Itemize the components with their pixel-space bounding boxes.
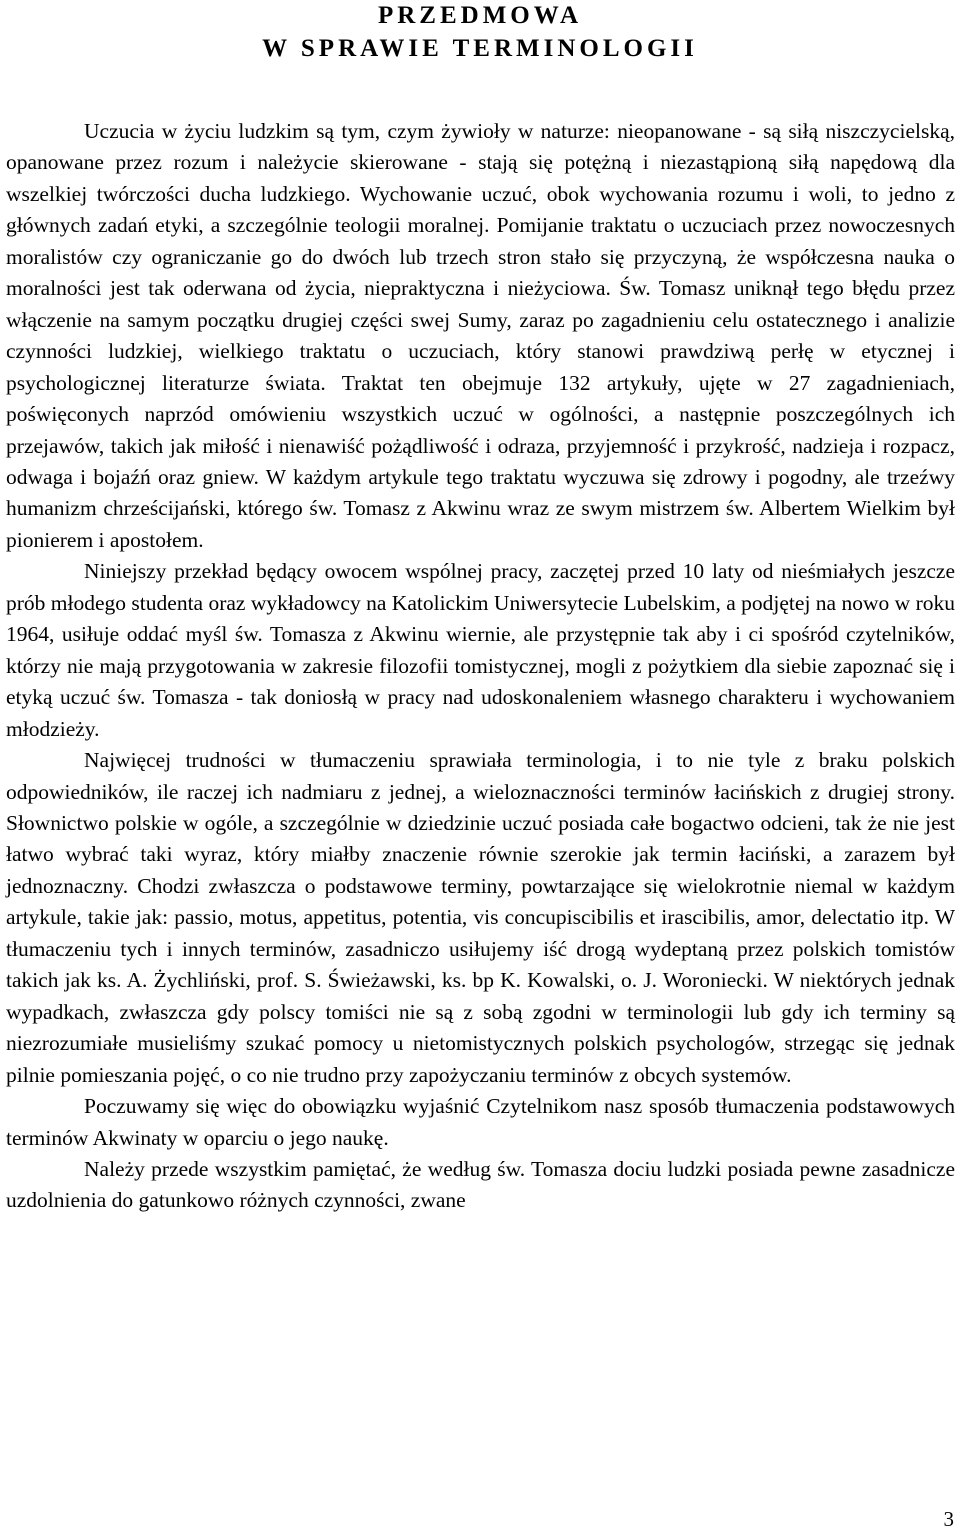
paragraph: Niniejszy przekład będący owocem wspólnej pracy, zaczętej przed 10 laty od nieśmiałych jeszcze prób młodego studenta oraz wykładowcy na Katolickim Uniwersytecie Lubelskim, a podjętej na nowo w roku 1964, usiłuje oddać myśl św. Tomasza z Akwinu wiernie, ale przystępnie tak aby i ci spośród czytelników, którzy nie mają przygotowania w zakresie filozofii tomistycznej, mogli z pożytkiem dla siebie zapoznać się i etyką uczuć św. Tomasza - tak doniosłą w pracy nad udoskonaleniem własnego charakteru i wychowaniem młodzieży. xyxy=(6,559,955,741)
body-text xyxy=(6,116,955,1217)
page-title: PRZEDMOWA xyxy=(377,2,583,29)
paragraph: Uczucia w życiu ludzkim są tym, czym żywioły w naturze: nieopanowane - są siłą niszczycielską, opanowane przez rozum i należycie skierowane - stają się potężną i niezastąpioną siłą napędową dla wszelkiej twórczości ducha ludzkiego. Wychowanie uczuć, obok wychowania rozumu i woli, to jedno z głównych zadań etyki, a szczególnie teologii moralnej. Pomijanie traktatu o uczuciach przez nowoczesnych moralistów czy ograniczanie go do dwóch lub trzech stron stało się przyczyną, że współczesna nauka o moralności jest tak oderwana od życia, niepraktyczna i nieżyciowa. Św. Tomasz uniknął tego błędu przez włączenie na samym początku drugiej części swej Sumy, zaraz po zagadnieniu celu ostatecznego i analizie czynności ludzkiej, wielkiego traktatu o uczuciach, który stanowi prawdziwą perłę w etycznej i psychologicznej literaturze świata. Traktat ten obejmuje 132 artykuły, ujęte w 27 zagadnieniach, poświęconych naprzód omówieniu wszystkich uczuć w ogólności, a następnie poszczególnych ich przejawów, takich jak miłość i nienawiść pożądliwość i odraza, przyjemność i przykrość, nadzieja i rozpacz, odwaga i bojaźń oraz gniew. W każdym artykule tego traktatu wyczuwa się zdrowy i pogodny, ale trzeźwy humanizm chrześcijański, którego św. Tomasz z Akwinu wraz ze swym mistrzem św. Albertem Wielkim był pionierem i apostołem. xyxy=(6,119,955,552)
paragraph: Poczuwamy się więc do obowiązku wyjaśnić Czytelnikom nasz sposób tłumaczenia podstawowych terminów Akwinaty w oparciu o jego naukę. xyxy=(6,1094,955,1150)
page-number: 3 xyxy=(943,1507,954,1531)
paragraph: Najwięcej trudności w tłumaczeniu sprawiała terminologia, i to nie tyle z braku polskich odpowiedników, ile raczej ich nadmiaru z jednej, a wieloznaczności terminów łacińskich z drugiej strony. Słownictwo polskie w ogóle, a szczególnie w dziedzinie uczuć posiada całe bogactwo odcieni, tak że nie jest łatwo wybrać taki wyraz, który miałby znaczenie równie szerokie jak termin łaciński, a zarazem był jednoznaczny. Chodzi zwłaszcza o podstawowe terminy, powtarzające się wielokrotnie niemal w każdym artykule, takie jak: passio, motus, appetitus, potentia, vis concupiscibilis et irascibilis, amor, delectatio itp. W tłumaczeniu tych i innych terminów, zasadniczo usiłujemy iść drogą wydeptaną przez polskich tomistów takich jak ks. A. Żychliński, prof. S. Świeżawski, ks. bp K. Kowalski, o. J. Woroniecki. W niektórych jednak wypadkach, zwłaszcza gdy polscy tomiści nie są z sobą zgodni w terminologii lub gdy ich terminy są niezrozumiałe musieliśmy szukać pomocy u nietomistycznych polskich psychologów, strzegąc się jednak pilnie pomieszania pojęć, o co nie trudno przy zapożyczaniu terminów z obcych systemów. xyxy=(6,748,955,1087)
page-subtitle: W SPRAWIE TERMINOLOGII xyxy=(262,35,698,62)
paragraph: Należy przede wszystkim pamiętać, że według św. Tomasza dociu ludzki posiada pewne zasadnicze uzdolnienia do gatunkowo różnych czynności, zwane xyxy=(6,1156,955,1213)
